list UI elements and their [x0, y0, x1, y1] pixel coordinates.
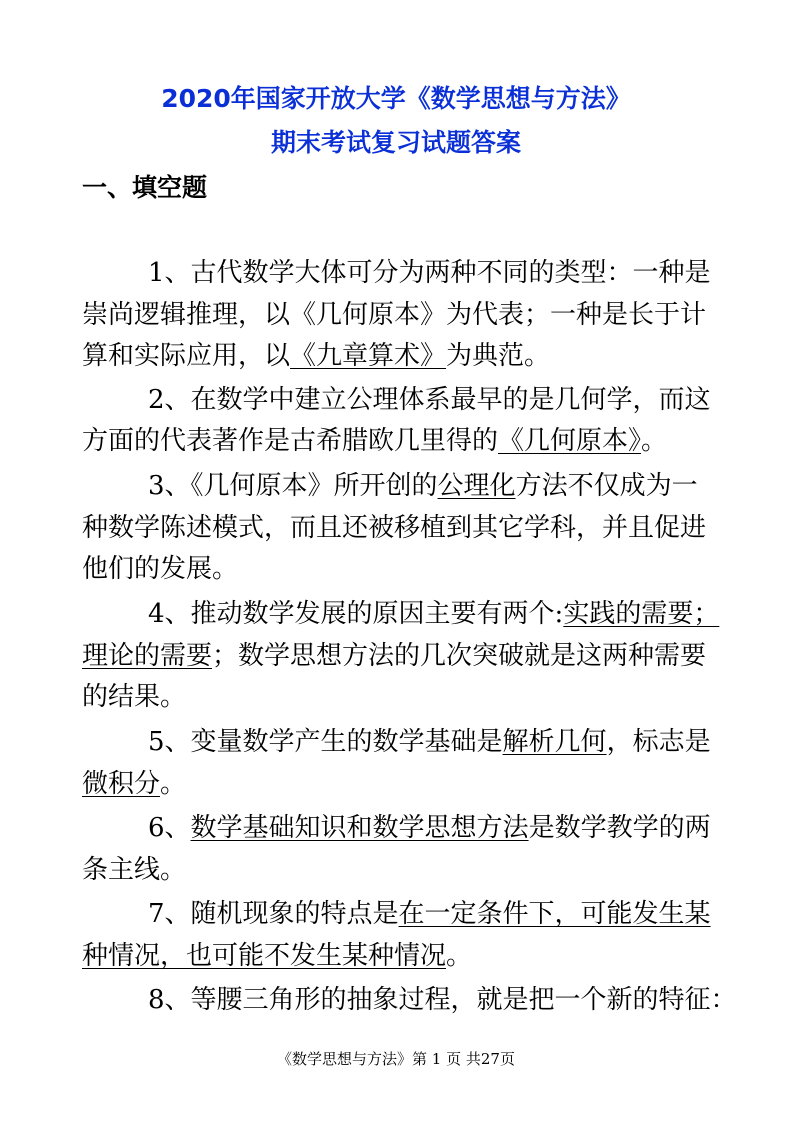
question-3-line-2: 种数学陈述模式，而且还被移植到其它学科，并且促进	[82, 513, 707, 543]
text: 算和实际应用，以	[82, 341, 291, 371]
question-2-line-1: 2、在数学中建立公理体系最早的是几何学，而这	[148, 385, 711, 415]
answer-blank: 解析几何	[502, 727, 607, 757]
text: 。	[160, 769, 187, 799]
answer-blank: 种情况，也可能不发生某种情况	[82, 941, 447, 971]
answer-blank: 《九章算术》	[290, 341, 447, 371]
question-1-line-1: 1、古代数学大体可分为两种不同的类型：一种是	[148, 258, 711, 288]
answer-blank: 数学基础知识和数学思想方法	[190, 813, 529, 843]
question-1-line-3	[82, 343, 550, 369]
answer-blank: 微积分	[82, 769, 161, 799]
document-title-line-1: 2020年国家开放大学《数学思想与方法》	[161, 84, 631, 113]
text: 3、《几何原本》所开创的	[148, 471, 438, 501]
text: 。	[641, 426, 668, 456]
text: ；数学思想方法的几次突破就是这两种需要	[212, 641, 707, 671]
text: 方面的代表著作是古希腊欧几里得的	[82, 426, 499, 456]
question-2-line-2	[82, 428, 667, 454]
question-5-line-2	[82, 771, 186, 797]
text: 。	[446, 941, 473, 971]
answer-blank: 理论的需要	[82, 641, 213, 671]
text: 为典范。	[446, 341, 551, 371]
question-4-line-3: 的结果。	[82, 682, 187, 712]
question-7-line-1	[148, 901, 711, 927]
question-8-line-1: 8、等腰三角形的抽象过程，就是把一个新的特征：	[148, 985, 737, 1015]
text: 是数学教学的两	[528, 813, 711, 843]
text: 7、随机现象的特点是	[148, 899, 399, 929]
text: 5、变量数学产生的数学基础是	[148, 727, 503, 757]
question-7-line-2	[82, 943, 472, 969]
question-6-line-1	[148, 815, 711, 841]
question-1-line-2: 崇尚逻辑推理，以《几何原本》为代表；一种是长于计	[82, 300, 707, 330]
question-3-line-3: 他们的发展。	[82, 554, 239, 584]
question-5-line-1	[148, 729, 711, 755]
page-footer: 《数学思想与方法》第 1 页 共27页	[277, 1050, 515, 1068]
text: 方法不仅成为一	[515, 471, 698, 501]
answer-blank: 公理化	[437, 471, 516, 501]
text: 6、	[148, 813, 191, 843]
question-4-line-1	[148, 601, 719, 627]
document-title-line-2: 期末考试复习试题答案	[270, 128, 521, 157]
question-3-line-1	[148, 473, 698, 499]
answer-blank: 在一定条件下，可能发生某	[398, 899, 711, 929]
answer-blank: 《几何原本》	[498, 426, 642, 456]
text: 4、推动数学发展的原因主要有两个:	[148, 599, 564, 629]
text: ，标志是	[606, 727, 711, 757]
section-heading: 一、填空题	[82, 173, 208, 202]
question-4-line-2	[82, 643, 706, 669]
answer-blank: 实践的需要；	[563, 599, 720, 629]
question-6-line-2: 条主线。	[82, 855, 187, 885]
